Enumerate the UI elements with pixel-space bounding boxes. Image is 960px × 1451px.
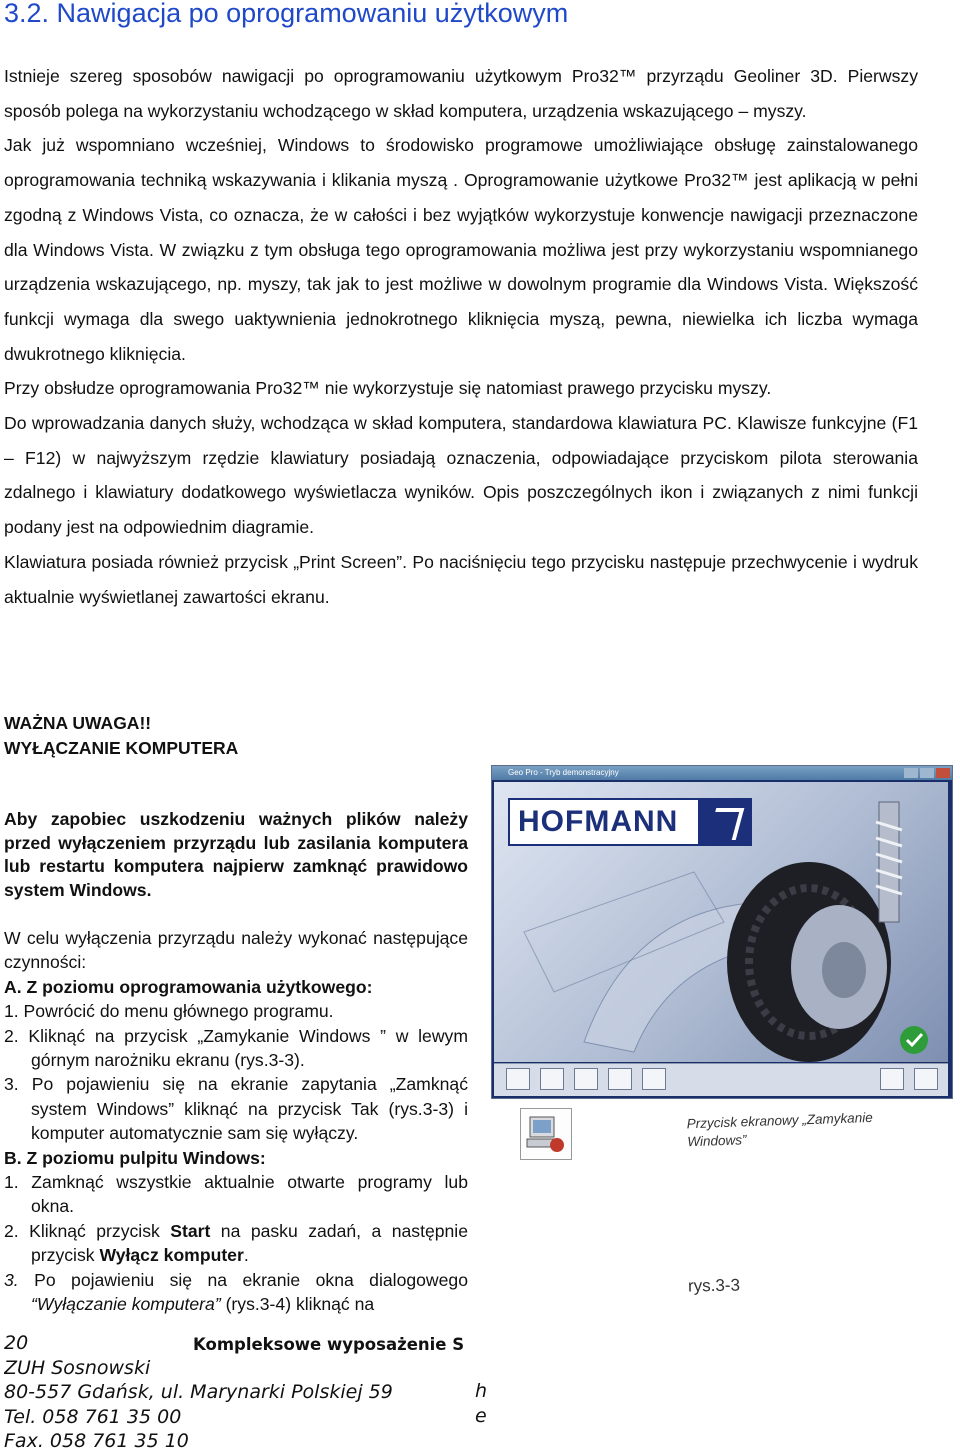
- tools-icon[interactable]: [880, 1068, 904, 1090]
- maximize-icon: [920, 768, 934, 778]
- wheel-illustration: [494, 782, 948, 1062]
- next-icon[interactable]: [914, 1068, 938, 1090]
- step-a2: 2. Kliknąć na przycisk „Zamykanie Windows ” w lewym górnym narożniku ekranu (rys.3-3).: [4, 1025, 468, 1071]
- figure-caption: rys.3-3: [687, 1275, 741, 1296]
- instructions-intro: W celu wyłączenia przyrządu należy wykonać następujące czynności:: [4, 928, 468, 973]
- close-icon: [936, 768, 950, 778]
- logo-text: HOFMANN: [518, 805, 679, 838]
- warning-subtitle: WYŁĄCZANIE KOMPUTERA: [4, 738, 239, 758]
- body-text: [4, 59, 918, 614]
- step-b1: 1. Zamknąć wszystkie aktualnie otwarte programy lub okna.: [4, 1172, 468, 1217]
- step-b2: [4, 1219, 468, 1268]
- section-a-heading: A. Z poziomu oprogramowania użytkowego:: [4, 976, 373, 997]
- footer-cut-text: h: [475, 1380, 488, 1402]
- footer: [4, 1331, 492, 1451]
- window-controls: [904, 768, 950, 778]
- shutdown-windows-button: [520, 1108, 572, 1160]
- button-callout: Przycisk ekranowy „Zamykanie Windows”: [686, 1109, 873, 1150]
- printer-icon[interactable]: [642, 1068, 666, 1090]
- footer-cut-text: e: [475, 1405, 487, 1427]
- step-b3-text: Po pojawieniu się na ekranie okna dialogowego: [18, 1269, 468, 1290]
- start-label: Start: [170, 1220, 211, 1241]
- minimize-icon: [904, 768, 918, 778]
- company-phone: Tel. 058 761 35 00: [4, 1405, 182, 1428]
- instructions: [4, 926, 468, 1317]
- software-screenshot: [491, 765, 953, 1099]
- computer-icon: [521, 1109, 571, 1159]
- home-icon[interactable]: [574, 1068, 598, 1090]
- warning-title: WAŻNA UWAGA!!: [4, 713, 152, 733]
- window-title: Geo Pro - Tryb demonstracyjny: [508, 768, 619, 777]
- function-toolbar: [494, 1063, 948, 1096]
- step-b2-text: na pasku zadań, a następnie przycisk: [31, 1220, 469, 1266]
- company-address: 80-557 Gdańsk, ul. Marynarki Polskiej 59: [4, 1381, 393, 1403]
- page-number: 20: [4, 1332, 29, 1354]
- print-icon[interactable]: [608, 1068, 632, 1090]
- paragraph: Jak już wspomniano wcześniej, Windows to środowisko programowe umożliwiające obsługę zainstalowanego oprogramowania techniką wskazywania i klikania myszą . Oprogramowanie użytkowe Pro32™ jest aplikacją w pełni zgodną z Windows Vista, co oznacza, że w całości i bez wyjątków wykorzystuje konwencje nawigacji przeznaczone dla Windows Vista. W związku z tym obsługa tego oprogramowania możliwa jest przy wykorzystaniu wspomnianego urządzenia wskazującego, np. myszy, tak jak to jest możliwe w dowolnym programie dla Windows Vista. Większość funkcji wymaga dla swego uaktywnienia jednokrotnego kliknięcia myszą, pewna, niewielka ich liczba wymaga dwukrotnego kliknięcia.: [4, 135, 918, 364]
- step-b3: [4, 1268, 468, 1317]
- company-name: ZUH Sosnowski: [4, 1356, 151, 1379]
- section-b-heading: B. Z poziomu pulpitu Windows:: [4, 1147, 266, 1168]
- paragraph: Klawiatura posiada również przycisk „Print Screen”. Po naciśnięciu tego przycisku następuje przechwycenie i wydruk aktualnie wyświetlanej zawartości ekranu.: [4, 551, 918, 607]
- footer-title: Kompleksowe wyposażenie S: [193, 1335, 465, 1354]
- step-b3-number: 3.: [4, 1269, 19, 1290]
- shutdown-label: Wyłącz komputer: [99, 1245, 244, 1266]
- step-b2-text: 2. Kliknąć przycisk: [4, 1220, 171, 1241]
- step-a3: 3. Po pojawieniu się na ekranie zapytania „Zamknąć system Windows” kliknąć na przycisk Tak (rys.3-3) i komputer automatycznie sam się wyłączy.: [4, 1074, 468, 1144]
- paragraph: Do wprowadzania danych służy, wchodząca w skład komputera, standardowa klawiatura PC. Klawisze funkcyjne (F1 – F12) w najwyższym rzędzie klawiatury posiadają oznaczenia, odpowiadające przyciskom pilota sterowania zdalnego i klawiatury dodatkowego wyświetlacza wyników. Opis poszczególnych ikon i związanych z nimi funkcji podany jest na odpowiednim diagramie.: [4, 413, 918, 538]
- main-screen: [494, 782, 948, 1062]
- step-b3-end: (rys.3-4) kliknąć na: [220, 1294, 375, 1315]
- section-title: 3.2. Nawigacja po oprogramowaniu użytkowym: [4, 0, 569, 28]
- warning-box: Aby zapobiec uszkodzeniu ważnych plików należy przed wyłączeniem przyrządu lub zasilania komputera lub restartu komputera najpierw zamknąć prawidowo system Windows.: [4, 809, 468, 900]
- help-icon[interactable]: [506, 1068, 530, 1090]
- paragraph: Istnieje szereg sposobów nawigacji po oprogramowaniu użytkowym Pro32™ przyrządu Geoliner 3D. Pierwszy sposób polega na wykorzystaniu wchodzącego w skład komputera, urządzenia wskazującego – myszy.: [4, 66, 918, 121]
- confirm-icon: [900, 1026, 928, 1054]
- paragraph: Przy obsłudze oprogramowania Pro32™ nie wykorzystuje się natomiast prawego przycisku myszy.: [4, 378, 772, 399]
- step-b2-end: .: [243, 1245, 249, 1266]
- company-fax: Fax. 058 761 35 10: [4, 1430, 189, 1451]
- window-titlebar: [492, 766, 952, 780]
- dialog-name: “Wyłączanie komputera”: [31, 1294, 221, 1315]
- display-icon[interactable]: [540, 1068, 564, 1090]
- step-a1: 1. Powrócić do menu głównego programu.: [4, 1001, 334, 1022]
